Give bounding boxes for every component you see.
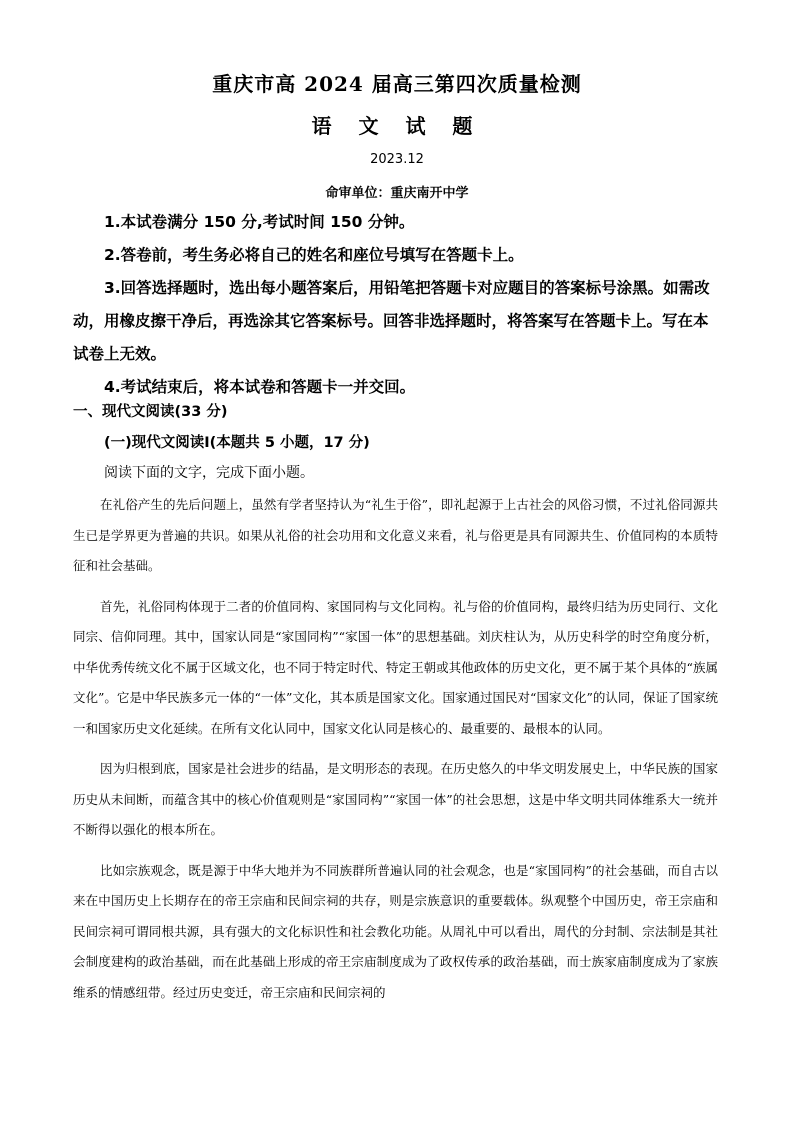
subsection-heading: (一)现代文阅读Ⅰ(本题共 5 小题，17 分) bbox=[104, 435, 370, 451]
instruction-item-2: 2.答卷前，考生务必将自己的姓名和座位号填写在答题卡上。 bbox=[104, 246, 524, 264]
exam-subject: 语 文 试 题 bbox=[311, 114, 483, 138]
instruction-item-3: 3.回答选择题时，选出每小题答案后，用铅笔把答题卡对应题目的答案标号涂黑。如需改动，用橡皮擦干净后，再选涂其它答案标号。回答非选择题时，将答案写在答题卡上。写在本试卷上无效。 bbox=[73, 279, 710, 363]
section-heading: 一、现代文阅读(33 分) bbox=[73, 404, 228, 420]
exam-instructions bbox=[73, 206, 718, 404]
passage-paragraph: 首先，礼俗同构体现于二者的价值同构、家国同构与文化同构。礼与俗的价值同构，最终归结为历史同行、文化同宗、信仰同理。其中，国家认同是“家国同构”“家国一体”的思想基础。刘庆柱认为，从历史科学的时空角度分析，中华优秀传统文化不属于区域文化，也不同于特定时代、特定王朝或其他政体的历史文化，更不属于某个具体的“族属文化”。它是中华民族多元一体的“一体”文化，其本质是国家文化。国家通过国民对“国家文化”的认同，保证了国家统一和国家历史文化延续。在所有文化认同中，国家文化认同是核心的、最重要的、最根本的认同。 bbox=[73, 598, 718, 736]
exam-date: 2023.12 bbox=[370, 152, 424, 167]
reading-passage bbox=[73, 490, 718, 1018]
exam-author-unit: 命审单位：重庆南开中学 bbox=[325, 186, 469, 201]
reading-instruction: 阅读下面的文字，完成下面小题。 bbox=[104, 465, 314, 481]
instruction-item-1: 1.本试卷满分 150 分,考试时间 150 分钟。 bbox=[104, 213, 415, 231]
passage-paragraph: 因为归根到底，国家是社会进步的结晶，是文明形态的表现。在历史悠久的中华文明发展史上，中华民族的国家历史从未间断，而蕴含其中的核心价值观则是“家国同构”“家国一体”的社会思想，这是中华文明共同体维系大一统并不断得以强化的根本所在。 bbox=[73, 761, 718, 837]
instruction-item-4: 4.考试结束后，将本试卷和答题卡一并交回。 bbox=[104, 378, 416, 396]
passage-paragraph: 在礼俗产生的先后问题上，虽然有学者坚持认为“礼生于俗”，即礼起源于上古社会的风俗习惯，不过礼俗同源共生已是学界更为普遍的共识。如果从礼俗的社会功用和文化意义来看，礼与俗更是具有同源共生、价值同构的本质特征和社会基础。 bbox=[73, 497, 718, 573]
passage-paragraph: 比如宗族观念，既是源于中华大地并为不同族群所普遍认同的社会观念，也是“家国同构”的社会基础，而自古以来在中国历史上长期存在的帝王宗庙和民间宗祠的共存，则是宗族意识的重要载体。纵观整个中国历史，帝王宗庙和民间宗祠可谓同根共源，具有强大的文化标识性和社会教化功能。从周礼中可以看出，周代的分封制、宗法制是其社会制度建构的政治基础，而在此基础上形成的帝王宗庙制度成为了政权传承的政治基础，而士族家庙制度成为了家族维系的情感纽带。经过历史变迁，帝王宗庙和民间宗祠的 bbox=[73, 862, 718, 1000]
exam-title: 重庆市高 2024 届高三第四次质量检测 bbox=[212, 72, 582, 96]
